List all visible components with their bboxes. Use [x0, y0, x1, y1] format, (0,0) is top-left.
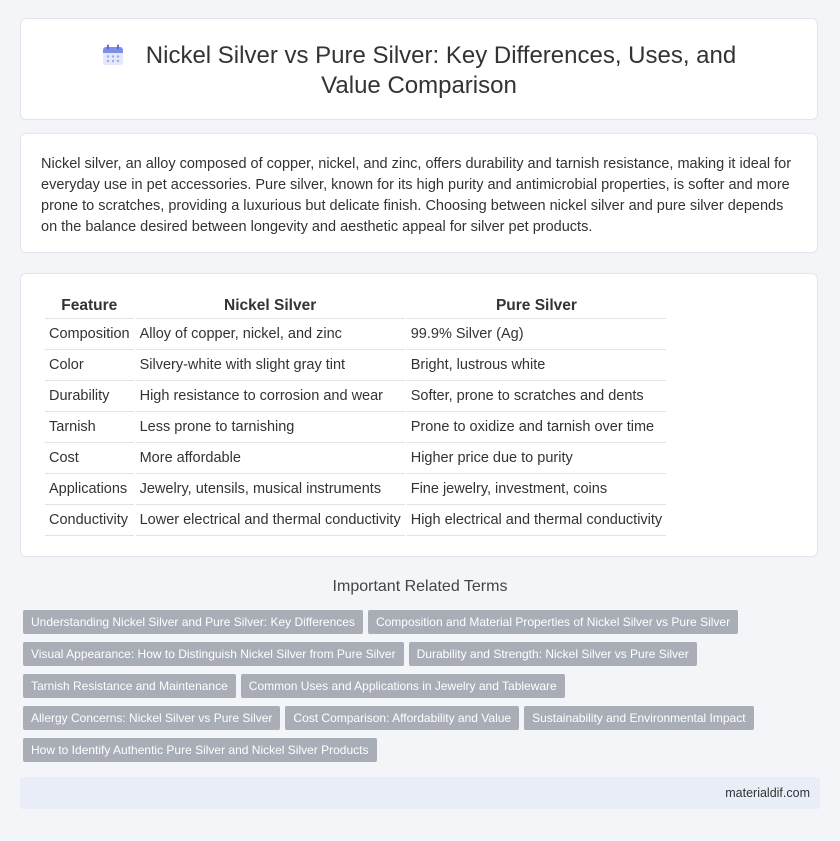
feature-cell: Applications [45, 474, 134, 505]
page-title-text: Nickel Silver vs Pure Silver: Key Differences, Uses, and Value Comparison [145, 42, 737, 99]
related-terms-title: Important Related Terms [332, 578, 508, 595]
nickel-silver-cell: Lower electrical and thermal conductivity [136, 505, 405, 536]
header-nickel-silver: Nickel Silver [136, 294, 405, 319]
page-title [71, 41, 767, 101]
related-terms-list [23, 610, 783, 770]
table-row [45, 443, 666, 474]
comparison-table [43, 294, 668, 536]
related-term-tag[interactable]: Durability and Strength: Nickel Silver vs Pure Silver [409, 642, 697, 666]
pure-silver-cell: Fine jewelry, investment, coins [407, 474, 666, 505]
table-row [45, 412, 666, 443]
table-row [45, 505, 666, 536]
footer-bar [20, 777, 820, 809]
intro-paragraph: Nickel silver, an alloy composed of copper, nickel, and zinc, offers durability and tarnish resistance, making it ideal for everyday use in pet accessories. Pure silver, known for its high purity and antimicrobial properties, is softer and more prone to scratches, providing a luxurious but delicate finish. Choosing between nickel silver and pure silver depends on the balance desired between longevity and aesthetic appeal for silver pet products. [41, 156, 792, 235]
pure-silver-cell: Bright, lustrous white [407, 350, 666, 381]
footer-site-link[interactable]: materialdif.com [725, 786, 810, 800]
table-row [45, 474, 666, 505]
related-term-tag[interactable]: Understanding Nickel Silver and Pure Silver: Key Differences [23, 610, 363, 634]
pure-silver-cell: 99.9% Silver (Ag) [407, 319, 666, 350]
nickel-silver-cell: Jewelry, utensils, musical instruments [136, 474, 405, 505]
feature-cell: Color [45, 350, 134, 381]
feature-cell: Cost [45, 443, 134, 474]
feature-cell: Composition [45, 319, 134, 350]
pure-silver-cell: Softer, prone to scratches and dents [407, 381, 666, 412]
nickel-silver-cell: Silvery-white with slight gray tint [136, 350, 405, 381]
related-term-tag[interactable]: Cost Comparison: Affordability and Value [285, 706, 519, 730]
header-pure-silver: Pure Silver [407, 294, 666, 319]
comparison-card [20, 273, 818, 557]
pure-silver-cell: Higher price due to purity [407, 443, 666, 474]
table-row [45, 381, 666, 412]
related-term-tag[interactable]: Composition and Material Properties of Nickel Silver vs Pure Silver [368, 610, 738, 634]
nickel-silver-cell: Less prone to tarnishing [136, 412, 405, 443]
related-term-tag[interactable]: Visual Appearance: How to Distinguish Nickel Silver from Pure Silver [23, 642, 404, 666]
calendar-icon [102, 44, 124, 66]
pure-silver-cell: Prone to oxidize and tarnish over time [407, 412, 666, 443]
related-term-tag[interactable]: Allergy Concerns: Nickel Silver vs Pure Silver [23, 706, 280, 730]
intro-card [20, 133, 818, 253]
table-row [45, 319, 666, 350]
related-term-tag[interactable]: Sustainability and Environmental Impact [524, 706, 753, 730]
header-card [20, 18, 818, 120]
feature-cell: Durability [45, 381, 134, 412]
related-term-tag[interactable]: Tarnish Resistance and Maintenance [23, 674, 236, 698]
nickel-silver-cell: Alloy of copper, nickel, and zinc [136, 319, 405, 350]
pure-silver-cell: High electrical and thermal conductivity [407, 505, 666, 536]
related-term-tag[interactable]: How to Identify Authentic Pure Silver and Nickel Silver Products [23, 738, 377, 762]
feature-cell: Conductivity [45, 505, 134, 536]
table-row [45, 350, 666, 381]
related-term-tag[interactable]: Common Uses and Applications in Jewelry and Tableware [241, 674, 565, 698]
nickel-silver-cell: High resistance to corrosion and wear [136, 381, 405, 412]
feature-cell: Tarnish [45, 412, 134, 443]
header-feature: Feature [45, 294, 134, 319]
nickel-silver-cell: More affordable [136, 443, 405, 474]
table-header-row [45, 294, 666, 319]
